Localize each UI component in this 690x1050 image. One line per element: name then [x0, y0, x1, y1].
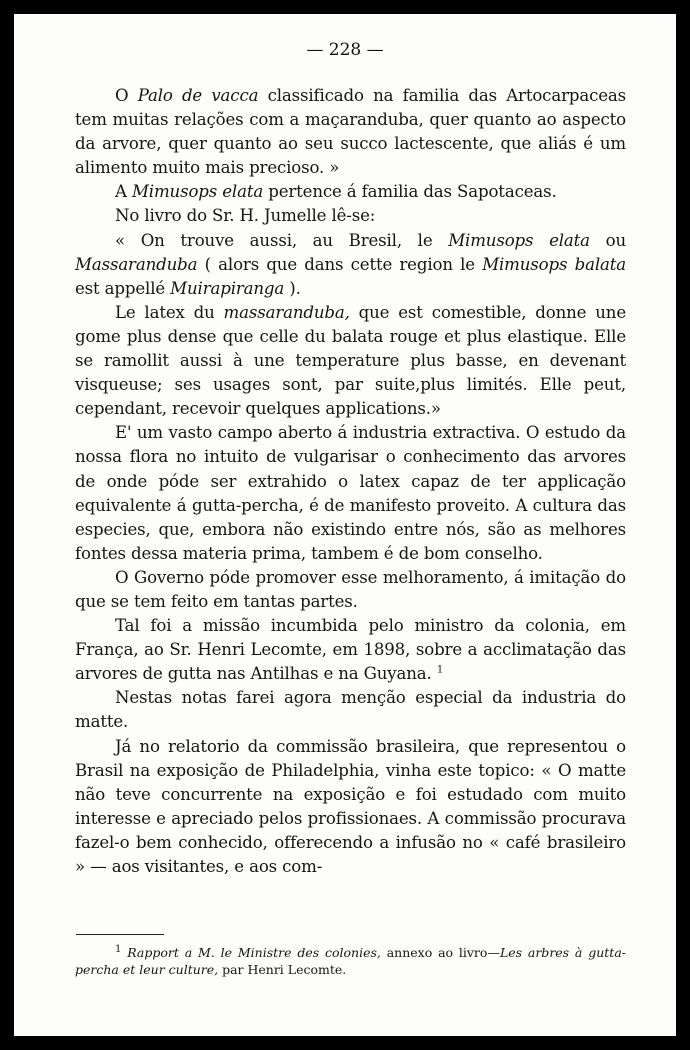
footnote: $^1$ Rapport a M. le Ministre des colonies, annexo ao livro—Les arbres à gutta-percha et leur culture, par Henri Lecomte. [75, 943, 626, 977]
footnote-marker: 1 [115, 943, 122, 955]
paragraph-3: No livro do Sr. H. Jumelle lê-se: [115, 206, 376, 226]
paragraph-2: A Mimusops elata pertence á familia das Sapotaceas. [115, 182, 557, 202]
paragraph-6: E' um vasto campo aberto á industria extractiva. O estudo da nossa flora no intuito de vulgarisar o conhecimento das arvores de onde póde ser extrahido o latex capaz de ter applicação equivalente á gutta-percha, é de manifesto proveito. A cultura das especies, que, embora não existindo entre nós, são as melhores fontes dessa materia prima, tambem é de bom conselho. [75, 423, 626, 563]
paragraph-8: Tal foi a missão incumbida pelo ministro da colonia, em França, ao Sr. Henri Lecomte, em 1898, sobre a acclimatação das arvores de gutta nas Antilhas e na Guyana. $^1$ [75, 616, 626, 684]
paragraph-10: Já no relatorio da commissão brasileira, que representou o Brasil na exposição de Philadelphia, vinha este topico: « O matte não teve concurrente na exposição e foi estudado com muito interesse e apreciado pelos profissionaes. A commissão procurava fazel-o bem conhecido, offerecendo a infusão no « café brasileiro » — aos visitantes, e aos com- [75, 736, 626, 876]
paragraph-1: O Palo de vacca classificado na familia das Artocarpaceas tem muitas relações com a maçaranduba, quer quanto ao aspecto da arvore, quer quanto ao seu succo lactescente, que aliás é um alimento muito mais precioso. » [75, 86, 626, 178]
paragraph-4-quote: « On trouve aussi, au Bresil, le Mimusops elata ou Massaranduba ( alors que dans cette region le Mimusops balata est appellé Muirapiranga ). [75, 230, 626, 298]
footnote-reference[interactable]: 1 [436, 664, 444, 676]
paragraph-7: O Governo póde promover esse melhoramento, á imitação do que se tem feito em tantas partes. [75, 567, 626, 611]
page-number: — 228 — [306, 40, 384, 60]
paragraph-5-quote: Le latex du massaranduba, que est comestible, donne une gome plus dense que celle du balata rouge et plus elastique. Elle se ramollit aussi à une temperature plus basse, en devenant visqueuse; ses usages sont, par suite,plus limités. Elle peut, cependant, recevoir quelques applications.» [75, 302, 626, 419]
book-page [14, 14, 676, 1036]
body-text [75, 84, 626, 879]
footnote-separator [76, 934, 164, 935]
paragraph-9: Nestas notas farei agora menção especial da industria do matte. [75, 688, 626, 732]
